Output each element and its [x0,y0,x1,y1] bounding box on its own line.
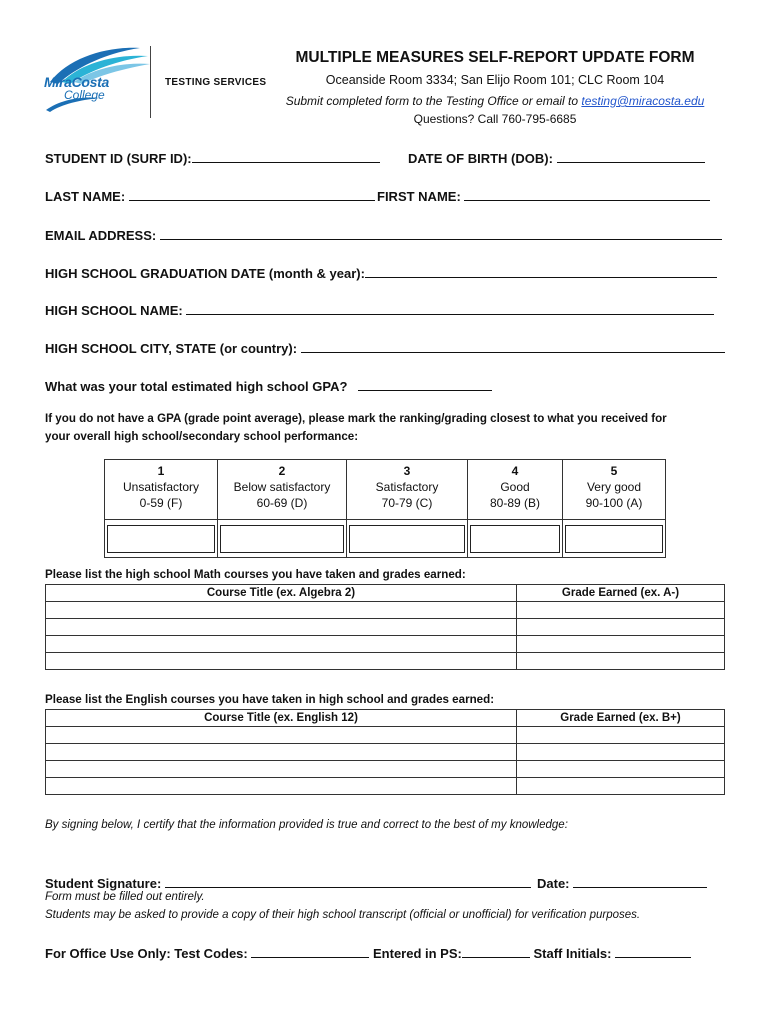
logo-text-line1: MiraCosta [44,74,109,90]
rank-cell-3 [347,520,468,558]
rank-num-3: 3 [403,464,411,478]
math-grade-cell[interactable] [517,636,725,653]
certification-statement: By signing below, I certify that the information provided is true and correct to the best of my knowledge: [45,819,568,831]
signature-field [45,874,531,891]
last-name-line[interactable] [129,187,375,201]
first-name-label: FIRST NAME: [377,189,461,204]
rank-range-3: 70-79 (C) [381,496,433,510]
english-course-cell[interactable] [46,744,517,761]
math-prompt: Please list the high school Math courses you have taken and grades earned: [45,568,466,581]
office-use-field [45,944,691,961]
entered-ps-label: Entered in PS: [373,946,462,961]
email-link[interactable]: testing@miracosta.edu [581,94,705,108]
english-course-cell[interactable] [46,778,517,795]
rank-cell-2 [218,520,347,558]
form-note-1: Form must be filled out entirely. [45,891,205,903]
hs-city-field [45,339,725,356]
signature-label: Student Signature: [45,876,162,891]
form-title: MULTIPLE MEASURES SELF-REPORT UPDATE FORM [295,49,695,66]
rank-num-1: 1 [157,464,165,478]
rank-label-5: Very good [586,480,642,494]
email-field [45,226,722,243]
rank-range-2: 60-69 (D) [256,496,308,510]
rank-col-4 [468,460,563,520]
math-grade-cell[interactable] [517,602,725,619]
rank-label-1: Unsatisfactory [122,480,200,494]
rank-label-4: Good [500,480,530,494]
first-name-field [377,187,710,204]
hs-city-label: HIGH SCHOOL CITY, STATE (or country): [45,341,298,356]
last-name-field [45,187,375,204]
first-name-line[interactable] [464,187,710,201]
english-grade-cell[interactable] [517,778,725,795]
office-test-codes-label: For Office Use Only: Test Codes: [45,946,248,961]
english-course-cell[interactable] [46,761,517,778]
gpa-line[interactable] [358,377,492,391]
entered-ps-line[interactable] [462,944,530,958]
rank-range-5: 90-100 (A) [585,496,643,510]
math-course-cell[interactable] [46,636,517,653]
rank-checkbox-5[interactable] [565,525,663,553]
hs-city-line[interactable] [301,339,725,353]
submit-text: Submit completed form to the Testing Office or email to [285,94,582,108]
form-note-2: Students may be asked to provide a copy of their high school transcript (official or unofficial) for verification purposes. [45,909,641,921]
rank-col-2 [218,460,347,520]
rank-checkbox-2[interactable] [220,525,344,553]
english-course-cell[interactable] [46,727,517,744]
student-id-line[interactable] [192,149,380,163]
english-course-table [45,709,725,795]
signature-date-line[interactable] [573,874,707,888]
email-line[interactable] [160,226,722,240]
table-row [46,602,725,619]
rank-checkbox-1[interactable] [107,525,215,553]
dob-label: DATE OF BIRTH (DOB): [408,151,553,166]
math-col-course: Course Title (ex. Algebra 2) [46,585,517,602]
ranking-checkbox-row [105,520,666,558]
rank-cell-1 [105,520,218,558]
rank-checkbox-4[interactable] [470,525,560,553]
rank-label-2: Below satisfactory [233,480,331,494]
signature-line[interactable] [165,874,531,888]
table-row [46,744,725,761]
hs-name-line[interactable] [186,301,714,315]
rank-col-3 [347,460,468,520]
rank-checkbox-3[interactable] [349,525,465,553]
english-grade-cell[interactable] [517,761,725,778]
table-row [46,727,725,744]
ranking-instructions-line2: your overall high school/secondary school performance: [45,430,359,443]
table-row [46,653,725,670]
math-grade-cell[interactable] [517,653,725,670]
rank-range-1: 0-59 (F) [139,496,183,510]
table-row [46,636,725,653]
hs-name-field [45,301,714,318]
math-header-row [46,585,725,602]
signature-date-field [537,874,707,891]
student-id-field [45,149,380,166]
table-row [46,619,725,636]
grad-date-label: HIGH SCHOOL GRADUATION DATE (month & year): [45,266,365,281]
english-col-course: Course Title (ex. English 12) [46,710,517,727]
rank-range-4: 80-89 (B) [489,496,541,510]
dob-line[interactable] [557,149,705,163]
english-grade-cell[interactable] [517,727,725,744]
email-label: EMAIL ADDRESS: [45,228,157,243]
ranking-instructions-line1: If you do not have a GPA (grade point average), please mark the ranking/grading closest to what you received for [45,412,667,425]
rank-col-1 [105,460,218,520]
table-row [46,761,725,778]
hs-name-label: HIGH SCHOOL NAME: [45,303,183,318]
miracosta-logo [40,44,160,114]
table-row [46,778,725,795]
rank-num-4: 4 [511,464,519,478]
english-grade-cell[interactable] [517,744,725,761]
header-divider [150,46,151,118]
questions-phone: Questions? Call 760-795-6685 [413,112,577,126]
rank-cell-5 [563,520,666,558]
rank-label-3: Satisfactory [375,480,439,494]
grad-date-field [45,264,717,281]
rank-num-2: 2 [278,464,286,478]
english-col-grade: Grade Earned (ex. B+) [517,710,725,727]
gpa-label: What was your total estimated high school GPA? [45,379,348,394]
math-grade-cell[interactable] [517,619,725,636]
dob-field [408,149,705,166]
english-prompt: Please list the English courses you have taken in high school and grades earned: [45,693,495,706]
signature-date-label: Date: [537,876,570,891]
ranking-table [104,459,666,558]
test-codes-line[interactable] [251,944,369,958]
department-name: TESTING SERVICES [165,77,267,88]
ranking-instructions [45,410,735,446]
logo-text-line2: College [64,88,105,102]
student-id-label: STUDENT ID (SURF ID): [45,151,192,166]
math-col-grade: Grade Earned (ex. A-) [517,585,725,602]
english-header-row [46,710,725,727]
gpa-field [45,377,492,394]
math-course-cell[interactable] [46,619,517,636]
rank-cell-4 [468,520,563,558]
submit-instructions [260,94,730,108]
ranking-labels-row [105,460,666,520]
grad-date-line[interactable] [365,264,717,278]
math-course-table [45,584,725,670]
rank-col-5 [563,460,666,520]
math-course-cell[interactable] [46,653,517,670]
staff-initials-line[interactable] [615,944,691,958]
rank-num-5: 5 [610,464,618,478]
math-course-cell[interactable] [46,602,517,619]
last-name-label: LAST NAME: [45,189,126,204]
office-locations: Oceanside Room 3334; San Elijo Room 101; CLC Room 104 [325,73,665,87]
staff-initials-label: Staff Initials: [533,946,612,961]
